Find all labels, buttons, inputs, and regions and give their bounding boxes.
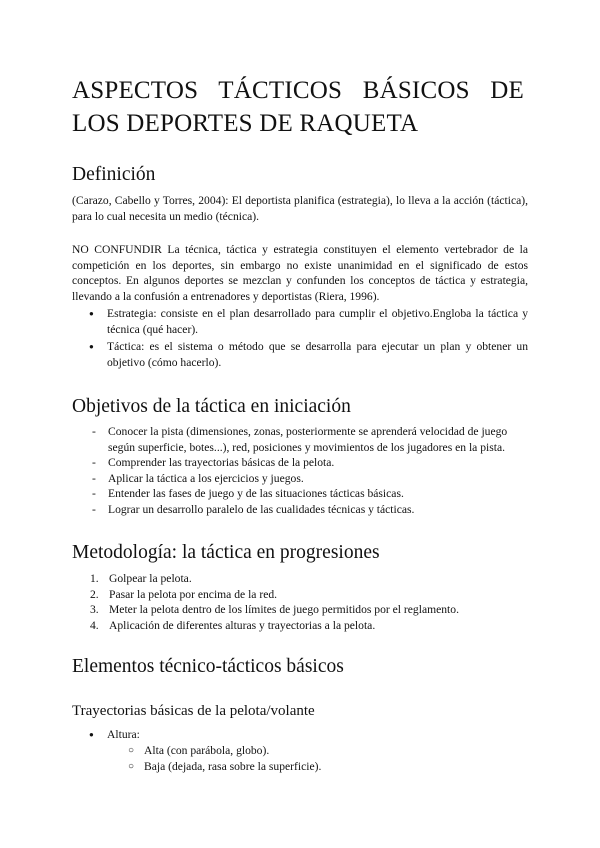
item-number: 2. xyxy=(90,587,99,601)
item-text: Golpear la pelota. xyxy=(109,572,192,585)
paragraph-no-confundir: NO CONFUNDIR La técnica, táctica y estrategia constituyen el elemento vertebrador de la competición en los deportes, sin embargo no existe unanimidad en el significado de estos conceptos. En algunos deportes se mezclan y confunden los conceptos de táctica y estrategia, llevando a la confusión a entrenadores y deportistas (Riera, 1996). xyxy=(72,243,528,303)
item-text: Pasar la pelota por encima de la red. xyxy=(109,587,278,601)
list-item xyxy=(90,571,528,587)
item-text: Meter la pelota dentro de los límites de juego permitidos por el reglamento. xyxy=(109,603,459,617)
list-item: - Lograr un desarrollo paralelo de las cualidades técnicas y tácticas. xyxy=(90,502,528,518)
list-item: ● Altura: xyxy=(72,727,528,743)
heading-metodologia: Metodología: la táctica en progresiones xyxy=(72,542,380,563)
methodology-list xyxy=(90,571,528,633)
heading-elementos: Elementos técnico-tácticos básicos xyxy=(72,656,344,677)
list-item: - Aplicar la táctica a los ejercicios y juegos. xyxy=(90,471,528,487)
heading-definicion: Definición xyxy=(72,164,156,185)
list-item: ● Estrategia: consiste en el plan desarrollado para cumplir el objetivo.Engloba la táctica y técnica (qué hacer). xyxy=(72,306,528,337)
list-item: ○ Baja (dejada, rasa sobre la superficie). xyxy=(128,759,528,775)
elements-sub-list xyxy=(128,743,528,774)
list-item: - Entender las fases de juego y de las situaciones tácticas básicas. xyxy=(90,486,528,502)
list-item: - Comprender las trayectorias básicas de la pelota. xyxy=(90,455,528,471)
subheading-trayectorias: Trayectorias básicas de la pelota/volante xyxy=(72,703,315,719)
list-item xyxy=(90,602,528,618)
item-number: 4. xyxy=(90,618,99,632)
objectives-list xyxy=(90,424,528,518)
list-item xyxy=(90,618,528,634)
list-item: ○ Alta (con parábola, globo). xyxy=(128,743,528,759)
list-item: ● Táctica: es el sistema o método que se desarrolla para ejecutar un plan y obtener un objetivo (cómo hacerlo). xyxy=(72,339,528,370)
heading-objetivos: Objetivos de la táctica en iniciación xyxy=(72,396,351,417)
definition-bullet-list xyxy=(72,306,528,370)
page-title: ASPECTOS TÁCTICOS BÁSICOS DE LOS DEPORTES DE RAQUETA xyxy=(72,77,524,137)
list-item xyxy=(90,587,528,603)
paragraph-citation: (Carazo, Cabello y Torres, 2004): El deportista planifica (estrategia), lo lleva a la acción (táctica), para lo cual necesita un medio (técnica). xyxy=(72,194,528,223)
item-text: Aplicación de diferentes alturas y trayectorias a la pelota. xyxy=(109,618,376,632)
item-number: 1. xyxy=(90,572,99,585)
item-number: 3. xyxy=(90,603,99,617)
list-item: - Conocer la pista (dimensiones, zonas, posteriormente se aprenderá velocidad de juego según superficie, botes...), red, posiciones y movimientos de los jugadores en la pista. xyxy=(90,424,528,455)
elements-bullet-list xyxy=(72,727,528,743)
